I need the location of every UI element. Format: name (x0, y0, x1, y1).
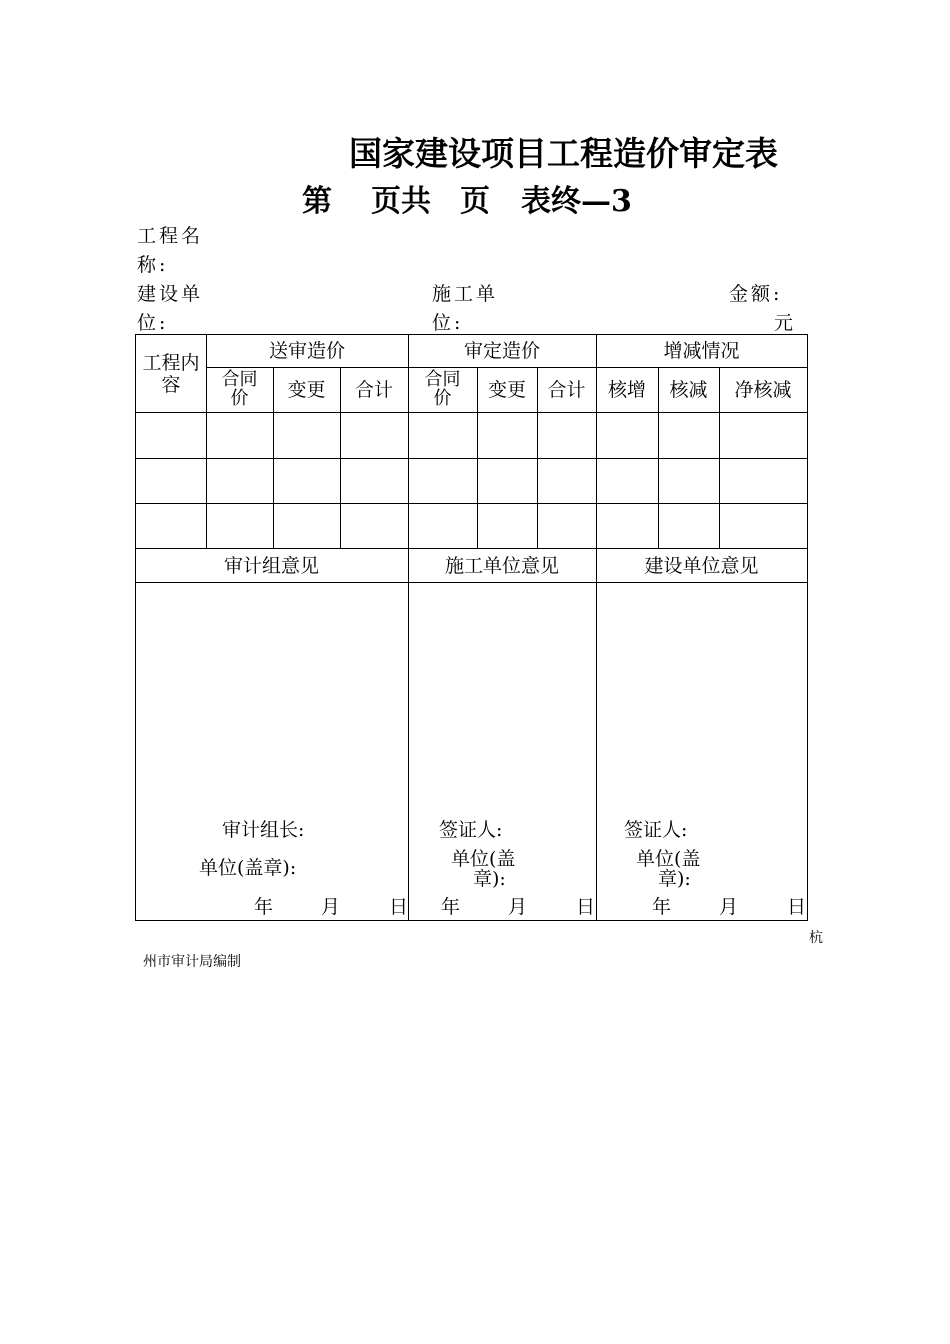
sub-contract-price-2 (408, 370, 477, 408)
sub-total-2: 合计 (547, 379, 586, 401)
builder-signer-label: 签证人: (439, 819, 503, 841)
group-change: 增减情况 (663, 340, 740, 362)
builder-unit-seal-label-2: 章): (473, 868, 506, 890)
audit-day: 日 (389, 896, 409, 918)
footer-part2: 州市审计局编制 (143, 954, 241, 970)
sub-contract-line1: 合同 (424, 369, 461, 390)
sub-contract-line2: 价 (433, 388, 452, 409)
audit-month: 月 (321, 896, 341, 918)
owner-day: 日 (787, 896, 807, 918)
audit-unit-seal-label: 单位(盖章): (199, 857, 297, 879)
builder-day: 日 (576, 896, 596, 918)
document-title: 国家建设项目工程造价审定表 (349, 134, 778, 173)
sub-contract-line1: 合同 (221, 369, 258, 390)
builder-opinion-header: 施工单位意见 (444, 555, 559, 577)
col-project-content (136, 352, 206, 396)
audit-leader-label: 审计组长: (222, 819, 305, 841)
page-label-ye-gong: 页共 (371, 184, 431, 219)
builder-unit-label: 施工单 (432, 283, 499, 305)
builder-year: 年 (441, 896, 461, 918)
owner-unit-seal-label-2: 章): (658, 868, 691, 890)
footer-part1: 杭 (809, 930, 823, 946)
page-label-ye: 页 (460, 184, 490, 219)
col-project-content-line2: 容 (161, 374, 181, 396)
amount-unit: 元 (774, 312, 797, 334)
owner-year: 年 (652, 896, 672, 918)
builder-unit-seal-label: 单位(盖 (451, 848, 516, 870)
sub-variation-1: 变更 (287, 379, 326, 401)
sub-contract-price-1 (206, 370, 273, 408)
form-number: 表终—3 (521, 184, 632, 219)
amount-label: 金额: (729, 283, 783, 305)
project-name-label-2: 称: (137, 254, 169, 276)
sub-total-1: 合计 (354, 379, 393, 401)
owner-month: 月 (719, 896, 739, 918)
owner-opinion-header: 建设单位意见 (644, 555, 759, 577)
project-name-label: 工程名 (137, 225, 204, 247)
col-project-content-line1: 工程内 (142, 352, 200, 374)
group-submitted-cost: 送审造价 (268, 340, 345, 362)
group-approved-cost: 审定造价 (463, 340, 540, 362)
audit-opinion-header: 审计组意见 (223, 555, 319, 577)
owner-signer-label: 签证人: (624, 819, 688, 841)
sub-decrease: 核减 (669, 379, 708, 401)
sub-increase: 核增 (607, 379, 646, 401)
sub-net-decrease: 净核减 (734, 379, 792, 401)
builder-unit-label-2: 位: (432, 312, 464, 334)
page-label-di: 第 (302, 184, 332, 219)
owner-unit-label: 建设单 (137, 283, 204, 305)
sub-variation-2: 变更 (487, 379, 526, 401)
sub-contract-line2: 价 (230, 388, 249, 409)
audit-year: 年 (254, 896, 274, 918)
owner-unit-label-2: 位: (137, 312, 169, 334)
owner-unit-seal-label: 单位(盖 (636, 848, 701, 870)
builder-month: 月 (508, 896, 528, 918)
